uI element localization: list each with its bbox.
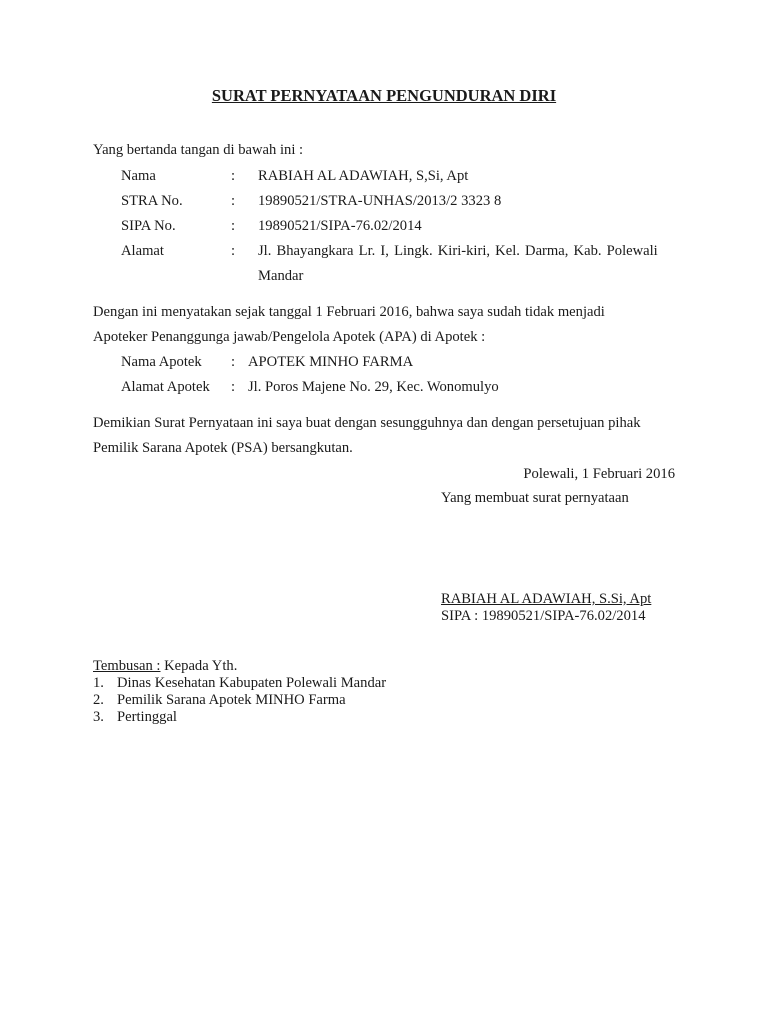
label-nama: Nama [121, 168, 156, 184]
colon: : [231, 379, 236, 395]
colon: : [231, 354, 236, 370]
value-alamat: Jl. Bhayangkara Lr. I, Lingk. Kiri-kiri, Kel. Darma, Kab. Polewali [258, 243, 658, 259]
signer-name: RABIAH AL ADAWIAH, S.Si, Apt [441, 591, 652, 607]
cc-item-number: 2. [93, 692, 104, 708]
signer-sipa: SIPA : 19890521/SIPA-76.02/2014 [441, 608, 646, 624]
label-sipa: SIPA No. [121, 218, 176, 234]
cc-label: Tembusan : [93, 658, 161, 674]
label-nama-apotek: Nama Apotek [121, 354, 202, 370]
cc-to: Kepada Yth. [160, 658, 238, 674]
cc-heading [93, 657, 237, 675]
colon: : [231, 168, 236, 184]
statement-line-1: Dengan ini menyatakan sejak tanggal 1 Februari 2016, bahwa saya sudah tidak menjadi [93, 304, 605, 320]
value-nama: RABIAH AL ADAWIAH, S,Si, Apt [258, 168, 469, 184]
intro-text: Yang bertanda tangan di bawah ini : [93, 142, 304, 158]
cc-item: Pemilik Sarana Apotek MINHO Farma [117, 692, 346, 708]
colon: : [231, 218, 236, 234]
statement-line-2: Apoteker Penanggunga jawab/Pengelola Apotek (APA) di Apotek : [93, 329, 486, 345]
label-alamat: Alamat [121, 243, 164, 259]
cc-item: Pertinggal [117, 709, 177, 725]
closing-line-2: Pemilik Sarana Apotek (PSA) bersangkutan. [93, 440, 353, 456]
cc-item-number: 3. [93, 709, 104, 725]
signer-caption: Yang membuat surat pernyataan [441, 490, 629, 506]
label-stra: STRA No. [121, 193, 183, 209]
document-title: SURAT PERNYATAAN PENGUNDURAN DIRI [211, 86, 557, 105]
value-alamat-apotek: Jl. Poros Majene No. 29, Kec. Wonomulyo [248, 379, 499, 395]
label-alamat-apotek: Alamat Apotek [121, 379, 210, 395]
cc-item-number: 1. [93, 675, 104, 691]
value-sipa: 19890521/SIPA-76.02/2014 [258, 218, 422, 234]
colon: : [231, 193, 236, 209]
closing-line-1: Demikian Surat Pernyataan ini saya buat dengan sesungguhnya dan dengan persetujuan pihak [93, 415, 641, 431]
value-stra: 19890521/STRA-UNHAS/2013/2 3323 8 [258, 193, 502, 209]
value-nama-apotek: APOTEK MINHO FARMA [248, 354, 414, 370]
value-alamat-cont: Mandar [258, 268, 304, 284]
colon: : [231, 243, 236, 259]
cc-item: Dinas Kesehatan Kabupaten Polewali Mandar [117, 675, 387, 691]
place-date: Polewali, 1 Februari 2016 [523, 466, 675, 482]
